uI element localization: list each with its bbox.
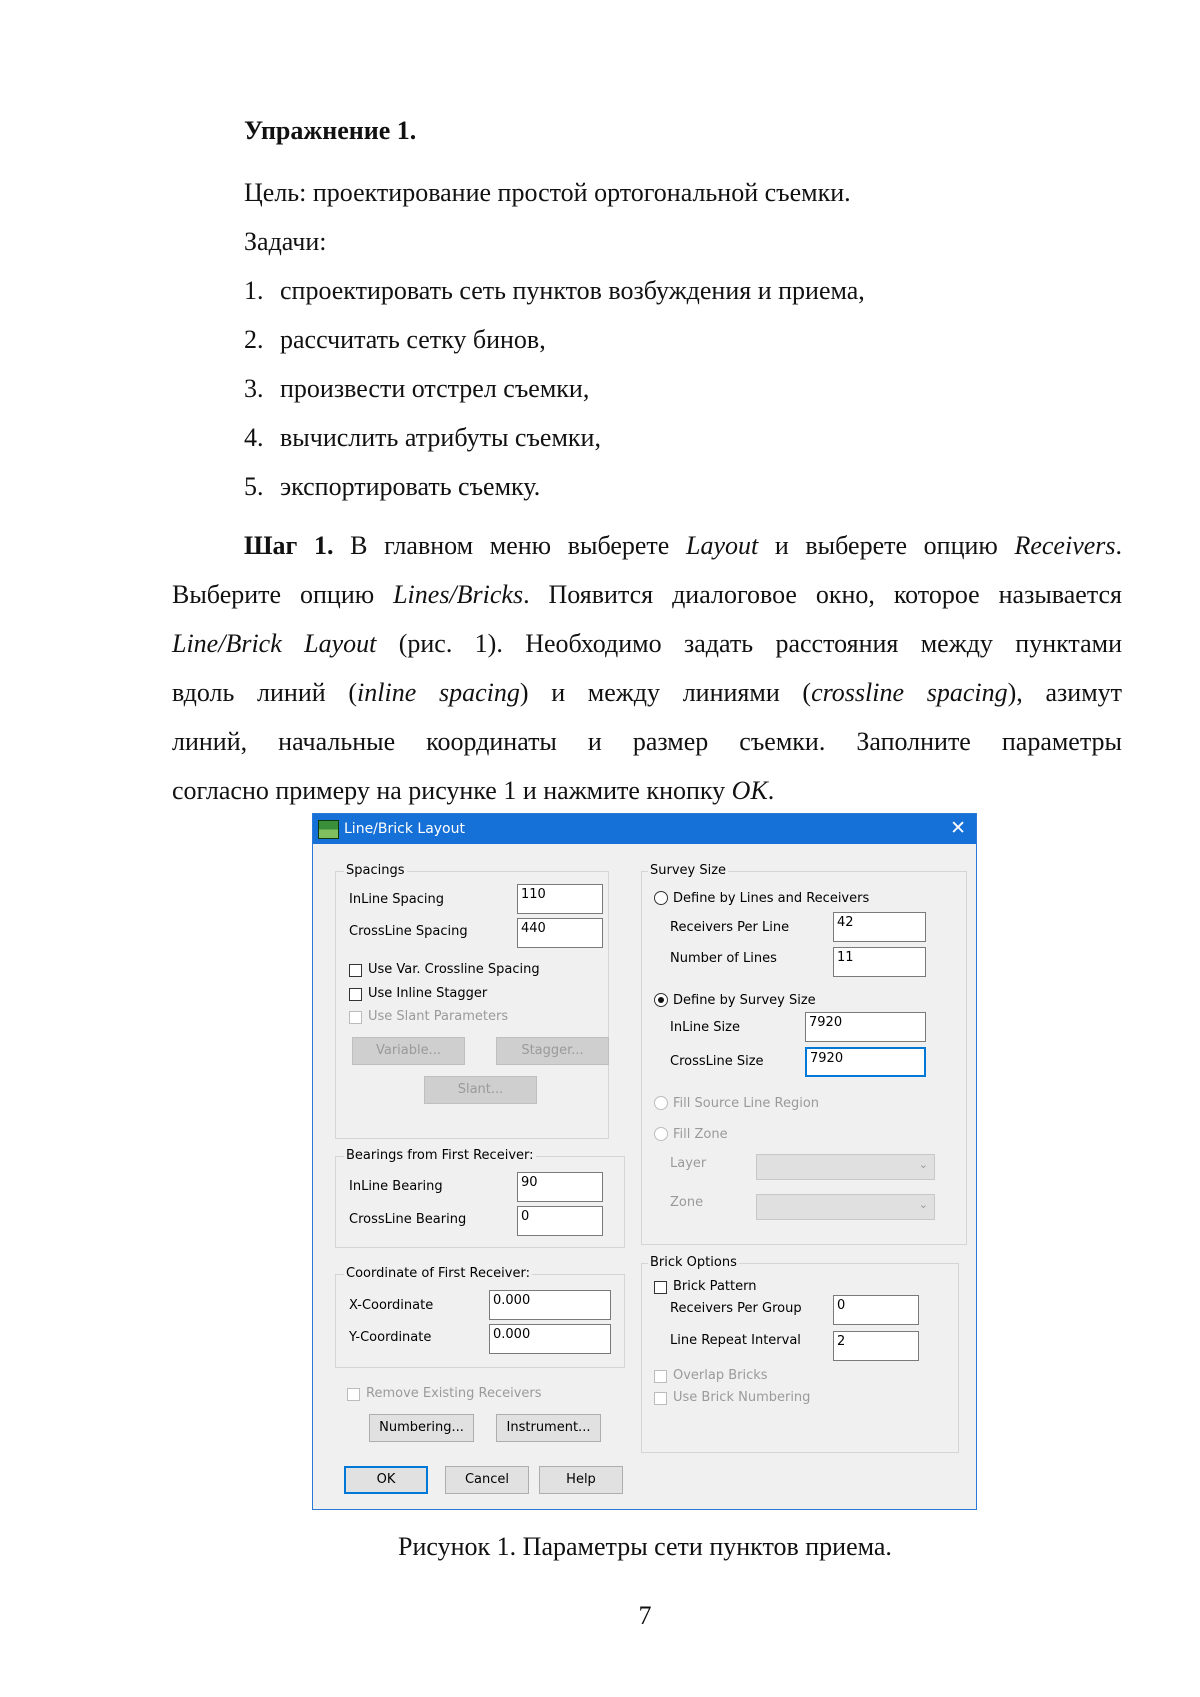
define-by-size-radio[interactable] (654, 993, 668, 1007)
list-item (244, 374, 589, 404)
figure-caption: Рисунок 1. Параметры сети пунктов приема. (398, 1532, 892, 1561)
step-term: Receivers (1014, 531, 1116, 560)
crossline-size-input[interactable]: 7920 (805, 1047, 926, 1077)
y-coordinate-input[interactable]: 0.000 (489, 1324, 611, 1354)
step-text: Выберите опцию (172, 580, 394, 609)
list-number: 2. (244, 325, 264, 354)
step-text: В главном меню выберете (333, 531, 686, 560)
step-paragraph (172, 521, 1122, 815)
page-number: 7 (638, 1601, 652, 1630)
step-term: Layout (685, 531, 759, 560)
define-by-lines-label: Define by Lines and Receivers (673, 891, 870, 906)
exercise-heading: Упражнение 1. (244, 116, 417, 145)
receivers-per-group-input[interactable]: 0 (833, 1295, 919, 1325)
use-brick-numbering-checkbox[interactable] (654, 1392, 667, 1405)
step-text: . (767, 776, 775, 805)
crossline-bearing-input[interactable]: 0 (517, 1206, 603, 1236)
bearings-group-title: Bearings from First Receiver: (346, 1148, 534, 1163)
y-coordinate-label: Y-Coordinate (349, 1330, 432, 1345)
step-text: и выберете опцию (758, 531, 1015, 560)
list-item (244, 276, 865, 306)
step-text: ) и между линиями ( (519, 678, 812, 707)
list-item (244, 472, 540, 502)
chevron-down-icon: ⌄ (918, 1158, 928, 1171)
fill-zone-radio[interactable] (654, 1127, 668, 1141)
slant-button[interactable]: Slant... (424, 1076, 537, 1104)
zone-label: Zone (670, 1195, 704, 1210)
define-by-size-label: Define by Survey Size (673, 993, 816, 1008)
step-term: inline spacing (357, 678, 520, 707)
brick-options-group-title: Brick Options (650, 1255, 737, 1270)
step-text: вдоль линий ( (172, 678, 358, 707)
crossline-bearing-label: CrossLine Bearing (349, 1212, 467, 1227)
line-repeat-label: Line Repeat Interval (670, 1333, 801, 1348)
cancel-button[interactable]: Cancel (445, 1466, 529, 1494)
inline-bearing-label: InLine Bearing (349, 1179, 443, 1194)
x-coordinate-label: X-Coordinate (349, 1298, 434, 1313)
list-text: экспортировать съемку. (280, 472, 541, 501)
fill-source-radio[interactable] (654, 1096, 668, 1110)
layer-label: Layer (670, 1156, 707, 1171)
fill-source-label: Fill Source Line Region (673, 1096, 820, 1111)
coordinate-group-title: Coordinate of First Receiver: (346, 1266, 530, 1281)
fill-zone-label: Fill Zone (673, 1127, 728, 1142)
list-number: 4. (244, 423, 264, 452)
dialog-title: Line/Brick Layout (344, 821, 465, 837)
inline-bearing-input[interactable]: 90 (517, 1172, 603, 1202)
layer-select[interactable] (756, 1154, 935, 1180)
x-coordinate-input[interactable]: 0.000 (489, 1290, 611, 1320)
step-term: Line/Brick Layout (172, 629, 377, 658)
step-label: Шаг 1. (244, 531, 334, 560)
overlap-bricks-checkbox[interactable] (654, 1370, 667, 1383)
overlap-bricks-label: Overlap Bricks (673, 1368, 768, 1383)
variable-button[interactable]: Variable... (352, 1037, 465, 1065)
list-item (244, 423, 601, 453)
receivers-per-group-label: Receivers Per Group (670, 1301, 802, 1316)
instrument-button[interactable]: Instrument... (496, 1414, 601, 1442)
crossline-size-label: CrossLine Size (670, 1054, 764, 1069)
line-repeat-input[interactable]: 2 (833, 1331, 919, 1361)
zone-select[interactable] (756, 1194, 935, 1220)
tasks-label: Задачи: (244, 227, 327, 256)
stagger-button[interactable]: Stagger... (496, 1037, 609, 1065)
list-number: 5. (244, 472, 264, 501)
survey-size-group-title: Survey Size (650, 863, 727, 878)
receivers-per-line-input[interactable]: 42 (833, 912, 926, 942)
list-item (244, 325, 546, 355)
line-brick-layout-dialog (312, 813, 977, 1510)
step-text: . (1115, 531, 1123, 560)
list-number: 1. (244, 276, 264, 305)
number-of-lines-input[interactable]: 11 (833, 947, 926, 977)
list-text: вычислить атрибуты съемки, (280, 423, 601, 452)
app-icon (318, 820, 339, 839)
remove-existing-checkbox[interactable] (347, 1388, 360, 1401)
receivers-per-line-label: Receivers Per Line (670, 920, 790, 935)
brick-pattern-checkbox[interactable] (654, 1281, 667, 1294)
close-icon[interactable]: ✕ (950, 817, 966, 839)
numbering-button[interactable]: Numbering... (369, 1414, 474, 1442)
dialog-titlebar (313, 814, 976, 844)
crossline-spacing-input[interactable]: 440 (517, 918, 603, 948)
use-inline-stagger-checkbox[interactable] (349, 988, 362, 1001)
use-brick-numbering-label: Use Brick Numbering (673, 1390, 811, 1405)
use-var-crossline-label: Use Var. Crossline Spacing (368, 962, 540, 977)
help-button[interactable]: Help (539, 1466, 623, 1494)
step-text: ), азимут (1007, 678, 1123, 707)
inline-size-input[interactable]: 7920 (805, 1012, 926, 1042)
number-of-lines-label: Number of Lines (670, 951, 777, 966)
crossline-spacing-label: CrossLine Spacing (349, 924, 468, 939)
ok-button[interactable]: OK (344, 1466, 428, 1494)
inline-size-label: InLine Size (670, 1020, 740, 1035)
step-text: . Появится диалоговое окно, которое называется (523, 580, 1123, 609)
list-text: произвести отстрел съемки, (280, 374, 590, 403)
inline-spacing-input[interactable]: 110 (517, 884, 603, 914)
inline-spacing-label: InLine Spacing (349, 892, 445, 907)
step-term: Lines/Bricks (393, 580, 524, 609)
use-inline-stagger-label: Use Inline Stagger (368, 986, 488, 1001)
list-text: рассчитать сетку бинов, (280, 325, 546, 354)
step-text: согласно примеру на рисунке 1 и нажмите кнопку (172, 776, 732, 805)
use-slant-label: Use Slant Parameters (368, 1009, 509, 1024)
goal-text: Цель: проектирование простой ортогональной съемки. (244, 178, 851, 207)
step-text: (рис. 1). Необходимо задать расстояния между пунктами (376, 629, 1122, 658)
define-by-lines-radio[interactable] (654, 891, 668, 905)
spacings-group-title: Spacings (346, 863, 405, 878)
step-term: crossline spacing (811, 678, 1008, 707)
brick-pattern-label: Brick Pattern (673, 1279, 757, 1294)
chevron-down-icon: ⌄ (918, 1198, 928, 1211)
remove-existing-label: Remove Existing Receivers (366, 1386, 542, 1401)
list-text: спроектировать сеть пунктов возбуждения и приема, (280, 276, 865, 305)
list-number: 3. (244, 374, 264, 403)
step-text: линий, начальные координаты и размер съемки. Заполните параметры (172, 727, 1122, 756)
use-slant-checkbox[interactable] (349, 1011, 362, 1024)
use-var-crossline-checkbox[interactable] (349, 964, 362, 977)
step-term: OK (731, 776, 768, 805)
